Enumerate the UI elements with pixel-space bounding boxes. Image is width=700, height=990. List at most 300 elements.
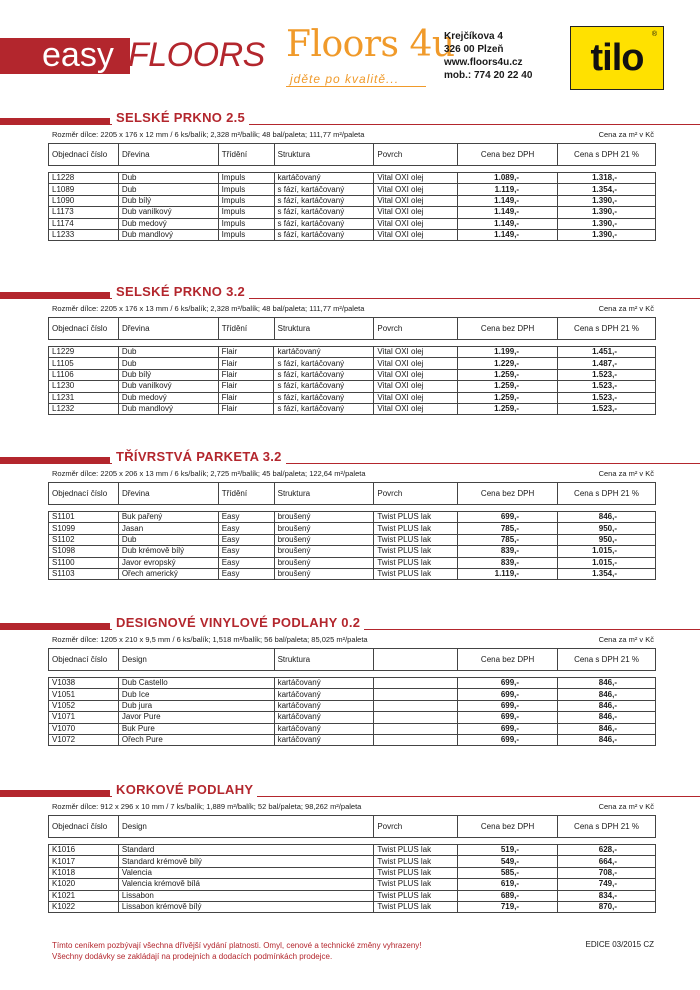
- price-cell: 870,-: [558, 901, 656, 912]
- tilo-registered-mark: ®: [651, 31, 657, 38]
- order-number-cell: L1174: [49, 218, 119, 229]
- price-cell: 699,-: [458, 689, 558, 700]
- table-cell: Dub: [118, 173, 218, 184]
- section-dimensions: Rozměr dílce: 912 x 296 x 10 mm / 7 ks/balík; 1,889 m²/balík; 52 bal/paleta; 98,262 m²/paleta: [52, 802, 362, 811]
- price-cell: 846,-: [558, 689, 656, 700]
- footer-disclaimer-line2: Všechny dodávky se zakládají na prodejních a dodacích podmínkách prodejce.: [52, 952, 333, 961]
- table-cell: Vital OXI olej: [374, 381, 458, 392]
- column-header: Povrch: [374, 816, 458, 838]
- section-title: SELSKÉ PRKNO 2.5: [112, 110, 249, 125]
- table-row: [49, 689, 656, 700]
- section-divider-line: [0, 796, 700, 797]
- column-header: [374, 649, 458, 671]
- price-cell: 708,-: [558, 867, 656, 878]
- column-header: Povrch: [374, 144, 458, 166]
- table-cell: Vital OXI olej: [374, 173, 458, 184]
- table-cell: s fází, kartáčovaný: [274, 184, 374, 195]
- table-header: [48, 482, 656, 505]
- price-cell: 1.149,-: [458, 218, 558, 229]
- table-cell: Twist PLUS lak: [374, 890, 458, 901]
- order-number-cell: K1018: [49, 867, 119, 878]
- table-cell: Twist PLUS lak: [374, 568, 458, 579]
- table-cell: Vital OXI olej: [374, 369, 458, 380]
- price-cell: 1.318,-: [558, 173, 656, 184]
- section-dimensions: Rozměr dílce: 2205 x 176 x 12 mm / 6 ks/balík; 2,328 m²/balík; 48 bal/paleta; 111,77 m²/paleta: [52, 130, 365, 139]
- section-divider-line: [0, 298, 700, 299]
- price-cell: 619,-: [458, 879, 558, 890]
- price-cell: 699,-: [458, 723, 558, 734]
- order-number-cell: S1100: [49, 557, 119, 568]
- section-divider-line: [0, 463, 700, 464]
- table-cell: kartáčovaný: [274, 734, 374, 745]
- order-number-cell: S1101: [49, 512, 119, 523]
- table-cell: Dub bílý: [118, 195, 218, 206]
- price-cell: 950,-: [558, 523, 656, 534]
- price-cell: 1.149,-: [458, 195, 558, 206]
- table-cell: Impuls: [218, 184, 274, 195]
- column-header: Cena bez DPH: [458, 649, 558, 671]
- price-cell: 1.229,-: [458, 358, 558, 369]
- table-row: [49, 845, 656, 856]
- table-cell: Twist PLUS lak: [374, 845, 458, 856]
- table-cell: [374, 678, 458, 689]
- table-cell: Standard krémově bílý: [118, 856, 373, 867]
- order-number-cell: L1231: [49, 392, 119, 403]
- table-cell: Dub Ice: [118, 689, 274, 700]
- table-cell: s fází, kartáčovaný: [274, 381, 374, 392]
- column-header: Cena s DPH 21 %: [558, 144, 656, 166]
- column-header: Dřevina: [118, 483, 218, 505]
- table-cell: Twist PLUS lak: [374, 557, 458, 568]
- table-cell: Javor evropský: [118, 557, 218, 568]
- price-table: [48, 172, 656, 241]
- table-cell: Dub Castello: [118, 678, 274, 689]
- table-row: [49, 568, 656, 579]
- table-row: [49, 879, 656, 890]
- column-header: Třídění: [218, 318, 274, 340]
- price-cell: 1.523,-: [558, 392, 656, 403]
- table-cell: [374, 712, 458, 723]
- price-cell: 1.149,-: [458, 229, 558, 240]
- table-cell: Dub jura: [118, 700, 274, 711]
- price-cell: 1.523,-: [558, 403, 656, 414]
- column-header: Povrch: [374, 318, 458, 340]
- section-selske-prkno-3-2: [0, 284, 700, 444]
- price-cell: 1.487,-: [558, 358, 656, 369]
- column-header: Design: [118, 816, 373, 838]
- table-row: [49, 403, 656, 414]
- column-header: Struktura: [274, 144, 374, 166]
- price-cell: 846,-: [558, 678, 656, 689]
- price-cell: 1.451,-: [558, 347, 656, 358]
- table-cell: Easy: [218, 523, 274, 534]
- column-header: Cena bez DPH: [458, 816, 558, 838]
- floors4u-logo: Floors 4u: [286, 24, 455, 65]
- price-cell: 1.199,-: [458, 347, 558, 358]
- table-header-row: [49, 144, 656, 166]
- section-price-note: Cena za m² v Kč: [598, 635, 654, 644]
- order-number-cell: L1230: [49, 381, 119, 392]
- table-row: [49, 867, 656, 878]
- table-row: [49, 678, 656, 689]
- price-cell: 846,-: [558, 734, 656, 745]
- order-number-cell: L1228: [49, 173, 119, 184]
- table-cell: Flair: [218, 403, 274, 414]
- easyfloors-logo-easy: easy: [42, 36, 114, 74]
- price-cell: 1.259,-: [458, 369, 558, 380]
- price-cell: 1.119,-: [458, 568, 558, 579]
- price-cell: 1.089,-: [458, 173, 558, 184]
- price-cell: 519,-: [458, 845, 558, 856]
- price-cell: 846,-: [558, 723, 656, 734]
- section-price-note: Cena za m² v Kč: [598, 469, 654, 478]
- table-cell: broušený: [274, 557, 374, 568]
- price-cell: 1.015,-: [558, 557, 656, 568]
- section-title: SELSKÉ PRKNO 3.2: [112, 284, 249, 299]
- price-cell: 834,-: [558, 890, 656, 901]
- column-header: Třídění: [218, 144, 274, 166]
- price-cell: 846,-: [558, 712, 656, 723]
- table-cell: Ořech Pure: [118, 734, 274, 745]
- table-cell: Impuls: [218, 173, 274, 184]
- order-number-cell: S1099: [49, 523, 119, 534]
- table-cell: s fází, kartáčovaný: [274, 392, 374, 403]
- table-cell: Buk Pure: [118, 723, 274, 734]
- order-number-cell: V1038: [49, 678, 119, 689]
- table-cell: Easy: [218, 512, 274, 523]
- table-cell: Impuls: [218, 195, 274, 206]
- table-cell: Vital OXI olej: [374, 392, 458, 403]
- section-price-note: Cena za m² v Kč: [598, 304, 654, 313]
- table-cell: broušený: [274, 523, 374, 534]
- section-dimensions: Rozměr dílce: 2205 x 206 x 13 mm / 6 ks/balík; 2,725 m²/balík; 45 bal/paleta; 122,64 m²/paleta: [52, 469, 366, 478]
- table-row: [49, 218, 656, 229]
- table-cell: s fází, kartáčovaný: [274, 229, 374, 240]
- column-header: Cena s DPH 21 %: [558, 649, 656, 671]
- column-header: Objednací číslo: [49, 483, 119, 505]
- table-cell: kartáčovaný: [274, 712, 374, 723]
- floors4u-slogan: jděte po kvalitě...: [290, 72, 400, 86]
- table-cell: kartáčovaný: [274, 689, 374, 700]
- table-cell: Dub: [118, 347, 218, 358]
- contact-street: Krejčíkova 4: [444, 31, 503, 42]
- column-header: Objednací číslo: [49, 144, 119, 166]
- table-cell: broušený: [274, 512, 374, 523]
- price-cell: 719,-: [458, 901, 558, 912]
- column-header: Dřevina: [118, 318, 218, 340]
- section-title: KORKOVÉ PODLAHY: [112, 782, 257, 797]
- table-cell: Dub medový: [118, 392, 218, 403]
- table-cell: Dub: [118, 534, 218, 545]
- table-cell: Javor Pure: [118, 712, 274, 723]
- price-cell: 1.523,-: [558, 369, 656, 380]
- price-cell: 664,-: [558, 856, 656, 867]
- price-table: [48, 677, 656, 746]
- price-cell: 1.390,-: [558, 218, 656, 229]
- section-price-note: Cena za m² v Kč: [598, 802, 654, 811]
- price-cell: 1.354,-: [558, 568, 656, 579]
- order-number-cell: L1229: [49, 347, 119, 358]
- table-cell: Vital OXI olej: [374, 229, 458, 240]
- order-number-cell: K1020: [49, 879, 119, 890]
- price-cell: 1.523,-: [558, 381, 656, 392]
- table-cell: Vital OXI olej: [374, 184, 458, 195]
- table-cell: Twist PLUS lak: [374, 523, 458, 534]
- table-header-row: [49, 483, 656, 505]
- column-header: Struktura: [274, 318, 374, 340]
- order-number-cell: K1016: [49, 845, 119, 856]
- table-row: [49, 712, 656, 723]
- column-header: Cena s DPH 21 %: [558, 318, 656, 340]
- table-header-row: [49, 318, 656, 340]
- table-cell: Dub mandlový: [118, 403, 218, 414]
- table-cell: Twist PLUS lak: [374, 856, 458, 867]
- table-cell: Flair: [218, 347, 274, 358]
- order-number-cell: L1233: [49, 229, 119, 240]
- floors4u-underline: [286, 86, 426, 87]
- table-cell: Dub krémově bílý: [118, 546, 218, 557]
- price-cell: 839,-: [458, 546, 558, 557]
- table-cell: Impuls: [218, 229, 274, 240]
- section-title: DESIGNOVÉ VINYLOVÉ PODLAHY 0.2: [112, 615, 364, 630]
- table-cell: Dub vanilkový: [118, 381, 218, 392]
- table-cell: Twist PLUS lak: [374, 867, 458, 878]
- table-header-row: [49, 649, 656, 671]
- price-cell: 1.119,-: [458, 184, 558, 195]
- section-selske-prkno-2-5: [0, 110, 700, 270]
- table-cell: [374, 723, 458, 734]
- table-row: [49, 856, 656, 867]
- table-row: [49, 734, 656, 745]
- column-header: Cena s DPH 21 %: [558, 483, 656, 505]
- price-cell: 699,-: [458, 700, 558, 711]
- table-cell: Vital OXI olej: [374, 207, 458, 218]
- order-number-cell: V1071: [49, 712, 119, 723]
- table-row: [49, 546, 656, 557]
- price-cell: 549,-: [458, 856, 558, 867]
- table-cell: Vital OXI olej: [374, 403, 458, 414]
- order-number-cell: V1072: [49, 734, 119, 745]
- table-row: [49, 358, 656, 369]
- table-row: [49, 195, 656, 206]
- table-cell: Easy: [218, 568, 274, 579]
- order-number-cell: S1098: [49, 546, 119, 557]
- table-cell: Vital OXI olej: [374, 195, 458, 206]
- price-cell: 1.390,-: [558, 207, 656, 218]
- order-number-cell: S1102: [49, 534, 119, 545]
- price-cell: 1.015,-: [558, 546, 656, 557]
- table-row: [49, 890, 656, 901]
- table-cell: broušený: [274, 534, 374, 545]
- table-cell: Dub: [118, 184, 218, 195]
- column-header: Povrch: [374, 483, 458, 505]
- table-cell: [374, 700, 458, 711]
- table-cell: Valencia krémově bílá: [118, 879, 373, 890]
- footer-disclaimer-line1: Tímto ceníkem pozbývají všechna dřívější vydání platnosti. Omyl, cenové a technické změny vyhrazeny!: [52, 941, 422, 950]
- table-cell: Impuls: [218, 207, 274, 218]
- column-header: Cena bez DPH: [458, 318, 558, 340]
- table-cell: s fází, kartáčovaný: [274, 403, 374, 414]
- section-dimensions: Rozměr dílce: 2205 x 176 x 13 mm / 6 ks/balík; 2,328 m²/balík; 48 bal/paleta; 111,77 m²/paleta: [52, 304, 365, 313]
- column-header: Dřevina: [118, 144, 218, 166]
- price-cell: 1.149,-: [458, 207, 558, 218]
- table-header: [48, 317, 656, 340]
- column-header: Design: [118, 649, 274, 671]
- table-cell: Twist PLUS lak: [374, 546, 458, 557]
- order-number-cell: V1051: [49, 689, 119, 700]
- price-cell: 585,-: [458, 867, 558, 878]
- table-cell: Flair: [218, 381, 274, 392]
- footer-edition: EDICE 03/2015 CZ: [585, 940, 654, 949]
- section-designove-vinylove-podlahy-0-2: [0, 615, 700, 775]
- column-header: Objednací číslo: [49, 318, 119, 340]
- table-cell: Twist PLUS lak: [374, 879, 458, 890]
- table-cell: s fází, kartáčovaný: [274, 207, 374, 218]
- table-cell: Buk pařený: [118, 512, 218, 523]
- table-cell: Vital OXI olej: [374, 358, 458, 369]
- column-header: Cena bez DPH: [458, 144, 558, 166]
- table-row: [49, 700, 656, 711]
- table-cell: s fází, kartáčovaný: [274, 218, 374, 229]
- table-row: [49, 392, 656, 403]
- table-row: [49, 534, 656, 545]
- table-cell: s fází, kartáčovaný: [274, 358, 374, 369]
- table-cell: Dub medový: [118, 218, 218, 229]
- table-cell: s fází, kartáčovaný: [274, 369, 374, 380]
- table-row: [49, 173, 656, 184]
- table-cell: Dub bílý: [118, 369, 218, 380]
- tilo-logo-text: tilo: [590, 37, 644, 79]
- table-cell: [374, 689, 458, 700]
- column-header: Cena s DPH 21 %: [558, 816, 656, 838]
- table-cell: Twist PLUS lak: [374, 534, 458, 545]
- table-cell: Easy: [218, 546, 274, 557]
- order-number-cell: L1232: [49, 403, 119, 414]
- table-cell: Easy: [218, 557, 274, 568]
- table-row: [49, 381, 656, 392]
- order-number-cell: S1103: [49, 568, 119, 579]
- table-cell: Twist PLUS lak: [374, 901, 458, 912]
- table-cell: Impuls: [218, 218, 274, 229]
- contact-block: [444, 30, 532, 82]
- table-cell: Dub mandlový: [118, 229, 218, 240]
- table-header: [48, 648, 656, 671]
- price-cell: 846,-: [558, 512, 656, 523]
- table-cell: broušený: [274, 568, 374, 579]
- price-table: [48, 511, 656, 580]
- table-row: [49, 347, 656, 358]
- section-dimensions: Rozměr dílce: 1205 x 210 x 9,5 mm / 6 ks/balík; 1,518 m²/balík; 56 bal/paleta; 85,025 m²/paleta: [52, 635, 368, 644]
- order-number-cell: L1090: [49, 195, 119, 206]
- table-cell: Valencia: [118, 867, 373, 878]
- table-row: [49, 512, 656, 523]
- order-number-cell: L1105: [49, 358, 119, 369]
- price-cell: 699,-: [458, 512, 558, 523]
- price-cell: 1.259,-: [458, 403, 558, 414]
- table-cell: Flair: [218, 358, 274, 369]
- price-cell: 839,-: [458, 557, 558, 568]
- price-table: [48, 844, 656, 913]
- order-number-cell: V1070: [49, 723, 119, 734]
- table-cell: Ořech americký: [118, 568, 218, 579]
- contact-web[interactable]: www.floors4u.cz: [444, 57, 523, 68]
- price-cell: 1.259,-: [458, 392, 558, 403]
- price-cell: 950,-: [558, 534, 656, 545]
- price-cell: 699,-: [458, 712, 558, 723]
- table-cell: Lissabon krémově bílý: [118, 901, 373, 912]
- table-row: [49, 901, 656, 912]
- table-header: [48, 815, 656, 838]
- table-cell: Easy: [218, 534, 274, 545]
- footer-disclaimer: [52, 940, 422, 962]
- price-cell: 699,-: [458, 678, 558, 689]
- column-header: Třídění: [218, 483, 274, 505]
- section-price-note: Cena za m² v Kč: [598, 130, 654, 139]
- column-header: Objednací číslo: [49, 816, 119, 838]
- table-cell: kartáčovaný: [274, 678, 374, 689]
- table-cell: Jasan: [118, 523, 218, 534]
- order-number-cell: L1173: [49, 207, 119, 218]
- table-row: [49, 229, 656, 240]
- table-cell: s fází, kartáčovaný: [274, 195, 374, 206]
- contact-city: 326 00 Plzeň: [444, 44, 504, 55]
- table-cell: Dub: [118, 358, 218, 369]
- price-cell: 785,-: [458, 523, 558, 534]
- contact-phone: mob.: 774 20 22 40: [444, 70, 533, 81]
- table-cell: Flair: [218, 392, 274, 403]
- order-number-cell: K1021: [49, 890, 119, 901]
- table-cell: kartáčovaný: [274, 173, 374, 184]
- price-cell: 785,-: [458, 534, 558, 545]
- table-cell: Flair: [218, 369, 274, 380]
- table-cell: kartáčovaný: [274, 723, 374, 734]
- table-row: [49, 723, 656, 734]
- price-cell: 749,-: [558, 879, 656, 890]
- table-header: [48, 143, 656, 166]
- page-header: [0, 0, 700, 100]
- table-cell: Vital OXI olej: [374, 218, 458, 229]
- section-divider-line: [0, 124, 700, 125]
- column-header: Struktura: [274, 649, 374, 671]
- table-cell: Dub vanilkový: [118, 207, 218, 218]
- column-header: Cena bez DPH: [458, 483, 558, 505]
- price-cell: 699,-: [458, 734, 558, 745]
- price-table: [48, 346, 656, 415]
- price-cell: 1.354,-: [558, 184, 656, 195]
- column-header: Struktura: [274, 483, 374, 505]
- section-title: TŘÍVRSTVÁ PARKETA 3.2: [112, 449, 286, 464]
- order-number-cell: K1022: [49, 901, 119, 912]
- price-cell: 1.390,-: [558, 195, 656, 206]
- table-row: [49, 207, 656, 218]
- order-number-cell: L1089: [49, 184, 119, 195]
- order-number-cell: L1106: [49, 369, 119, 380]
- table-row: [49, 557, 656, 568]
- table-cell: broušený: [274, 546, 374, 557]
- price-cell: 628,-: [558, 845, 656, 856]
- order-number-cell: K1017: [49, 856, 119, 867]
- price-cell: 1.390,-: [558, 229, 656, 240]
- table-row: [49, 184, 656, 195]
- table-cell: [374, 734, 458, 745]
- table-cell: kartáčovaný: [274, 347, 374, 358]
- table-cell: Standard: [118, 845, 373, 856]
- table-cell: kartáčovaný: [274, 700, 374, 711]
- price-cell: 846,-: [558, 700, 656, 711]
- column-header: Objednací číslo: [49, 649, 119, 671]
- section-korkove-podlahy: [0, 782, 700, 942]
- table-row: [49, 369, 656, 380]
